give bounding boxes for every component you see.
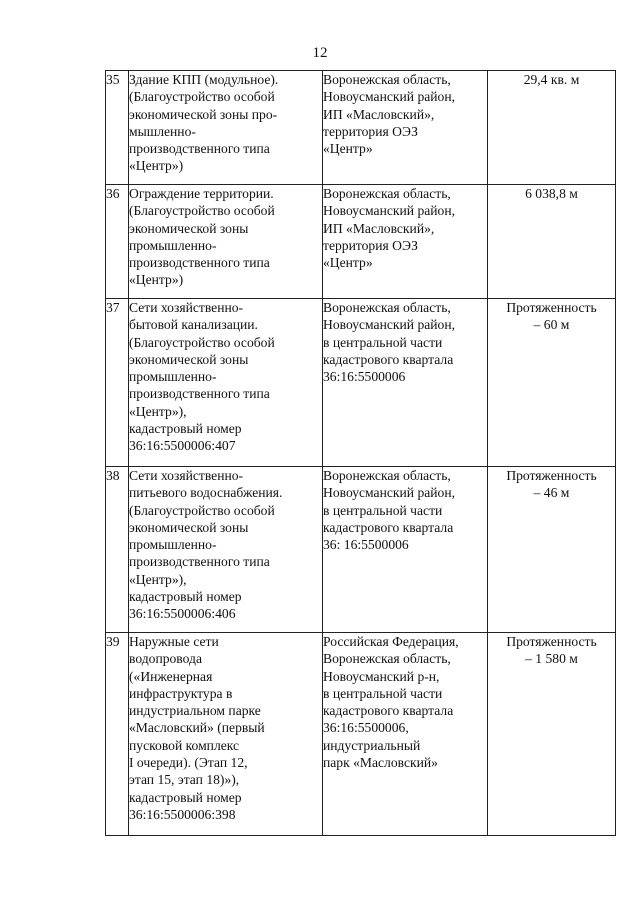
location-cell — [323, 299, 488, 467]
location-line: Новоусманский район, — [323, 485, 456, 501]
object-line: пусковой комплекс — [129, 737, 240, 753]
location-line: кадастрового квартала — [323, 519, 454, 535]
object-line: «Центр») — [129, 158, 184, 174]
object-line: питьевого водоснабжения. — [129, 485, 283, 501]
object-line: экономической зоны — [129, 519, 249, 535]
object-line: водопровода — [129, 651, 202, 667]
location-line: 36:16:5500006 — [323, 369, 406, 385]
object-line: производственного типа — [129, 554, 270, 570]
size-cell — [488, 299, 616, 467]
location-line: «Центр» — [323, 141, 373, 157]
object-line: 36:16:5500006:406 — [129, 606, 236, 622]
location-line: кадастрового квартала — [323, 703, 454, 719]
size-cell — [488, 71, 616, 185]
location-cell — [323, 71, 488, 185]
object-line: «Центр») — [129, 272, 184, 288]
size-line: – 1 580 м — [525, 651, 578, 667]
location-line: Новоусманский р-н, — [323, 668, 440, 684]
row-number: 38 — [106, 467, 129, 633]
object-line: бытовой канализации. — [129, 317, 258, 333]
size-line: – 60 м — [533, 317, 570, 333]
object-cell — [129, 185, 323, 299]
size-line: – 46 м — [533, 485, 570, 501]
object-cell — [129, 467, 323, 633]
object-cell — [129, 299, 323, 467]
location-line: территория ОЭЗ — [323, 237, 418, 253]
size-line: 6 038,8 м — [525, 186, 578, 201]
location-line: индустриальный — [323, 737, 421, 753]
location-line: Новоусманский район, — [323, 89, 456, 105]
row-number: 37 — [106, 299, 129, 467]
table-row — [106, 299, 616, 467]
object-line: Наружные сети — [129, 634, 219, 649]
table-row — [106, 71, 616, 185]
table-row — [106, 185, 616, 299]
row-number: 36 — [106, 185, 129, 299]
size-cell — [488, 467, 616, 633]
property-table — [105, 70, 616, 836]
size-line: Протяженность — [506, 634, 597, 649]
object-line: (Благоустройство особой — [129, 502, 275, 518]
object-line: экономической зоны — [129, 351, 249, 367]
table-row — [106, 633, 616, 836]
object-cell — [129, 71, 323, 185]
location-line: Новоусманский район, — [323, 317, 456, 333]
location-line: в центральной части — [323, 334, 443, 350]
location-line: парк «Масловский» — [323, 755, 438, 771]
object-line: (Благоустройство особой — [129, 203, 275, 219]
table-row — [106, 467, 616, 633]
object-line: производственного типа — [129, 141, 270, 157]
size-line: 29,4 кв. м — [523, 72, 580, 87]
location-line: в центральной части — [323, 502, 443, 518]
object-line: мышленно- — [129, 123, 196, 139]
object-line: 36:16:5500006:407 — [129, 438, 236, 454]
location-line: «Центр» — [323, 255, 373, 271]
object-line: производственного типа — [129, 255, 270, 271]
location-line: Воронежская область, — [323, 72, 451, 87]
location-line: в центральной части — [323, 685, 443, 701]
location-line: Воронежская область, — [323, 186, 451, 201]
object-line: промышленно- — [129, 369, 217, 385]
object-line: Сети хозяйственно- — [129, 300, 244, 315]
location-line: 36:16:5500006, — [323, 720, 409, 736]
location-line: территория ОЭЗ — [323, 123, 418, 139]
object-line: экономической зоны про- — [129, 106, 278, 122]
location-line: кадастрового квартала — [323, 351, 454, 367]
object-line: кадастровый номер — [129, 589, 242, 605]
object-cell — [129, 633, 323, 836]
location-line: ИП «Масловский», — [323, 220, 435, 236]
location-line: Воронежская область, — [323, 300, 451, 315]
location-line: Воронежская область, — [323, 468, 451, 483]
object-line: промышленно- — [129, 237, 217, 253]
location-line: Воронежская область, — [323, 651, 451, 667]
size-line: Протяженность — [506, 468, 597, 483]
object-line: инфраструктура в — [129, 685, 233, 701]
object-line: «Центр»), — [129, 403, 187, 419]
size-cell — [488, 185, 616, 299]
object-line: индустриальном парке — [129, 703, 261, 719]
location-line: Российская Федерация, — [323, 634, 459, 649]
size-cell — [488, 633, 616, 836]
location-cell — [323, 633, 488, 836]
object-line: (Благоустройство особой — [129, 89, 275, 105]
object-line: (Благоустройство особой — [129, 334, 275, 350]
object-line: кадастровый номер — [129, 421, 242, 437]
size-line: Протяженность — [506, 300, 597, 315]
location-line: ИП «Масловский», — [323, 106, 435, 122]
object-line: этап 15, этап 18)»), — [129, 772, 240, 788]
object-line: Сети хозяйственно- — [129, 468, 244, 483]
object-line: экономической зоны — [129, 220, 249, 236]
object-line: «Центр»), — [129, 571, 187, 587]
row-number: 35 — [106, 71, 129, 185]
page-number: 12 — [312, 45, 328, 61]
object-line: I очереди). (Этап 12, — [129, 755, 248, 771]
location-line: Новоусманский район, — [323, 203, 456, 219]
location-cell — [323, 467, 488, 633]
object-line: 36:16:5500006:398 — [129, 806, 236, 822]
object-line: производственного типа — [129, 386, 270, 402]
location-cell — [323, 185, 488, 299]
object-line: («Инженерная — [129, 668, 213, 684]
location-line: 36: 16:5500006 — [323, 537, 409, 553]
object-line: кадастровый номер — [129, 789, 242, 805]
object-line: Ограждение территории. — [129, 186, 274, 201]
object-line: «Масловский» (первый — [129, 720, 265, 736]
row-number: 39 — [106, 633, 129, 836]
object-line: промышленно- — [129, 537, 217, 553]
object-line: Здание КПП (модульное). — [129, 72, 279, 87]
